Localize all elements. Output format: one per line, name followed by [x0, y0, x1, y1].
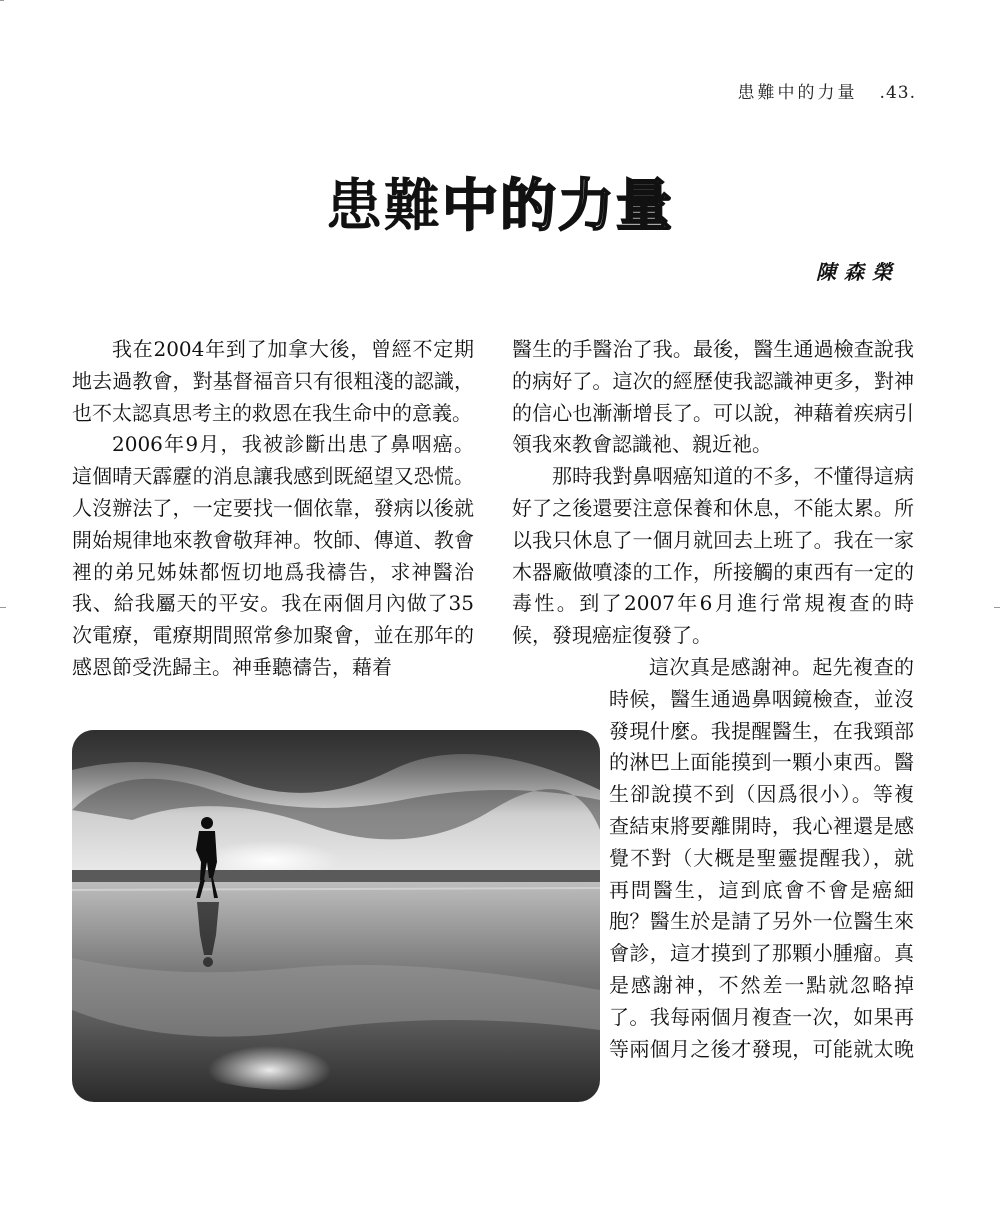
paragraph-4: 這次真是感謝神。起先複查的時候，醫生通過鼻咽鏡檢查，並沒發現什麼。我提醒醫生，在我頸部的淋巴上面能摸到一顆小東西。醫生卻說摸不到（因爲很小）。等複查結束將要離開時，我心裡還是感覺不對（大概是聖靈提醒我），就再問醫生，這到底會不會是癌細胞？醫生於是請了另外一位醫生來會診，這才摸到了那顆小腫瘤。真是感謝神，不然差一點就忽略掉了。我每兩個月複查一次，如果再等兩個月之後才發現，可能就太晚 — [609, 654, 914, 1061]
crop-mark-mid-right — [994, 607, 1000, 608]
paragraph-2: 2006年9月，我被診斷出患了鼻咽癌。這個晴天霹靂的消息讓我感到既絕望又恐慌。人沒辦法了，一定要找一個依靠，發病以後就開始規律地來教會敬拜神。牧師、傳道、教會裡的弟兄姊妹都恆切地爲我禱告，求神醫治我、給我屬天的平安。我在兩個月內做了35次電療，電療期間照常參加聚會，並在那年的感恩節受洗歸主。神垂聽禱告，藉着 — [72, 432, 474, 679]
beach-photo — [72, 730, 600, 1102]
title-outline-part: 中的力量 — [442, 174, 674, 239]
author-name: 陳森榮 — [816, 260, 900, 284]
beach-photo-illustration — [72, 730, 600, 1102]
paragraph-3: 那時我對鼻咽癌知道的不多，不懂得這病好了之後還要注意保養和休息，不能太累。所以我只休息了一個月就回去上班了。我在一家木器廠做噴漆的工作，所接觸的東西有一定的毒性。到了2007年6月進行常規複查的時候，發現癌症復發了。 — [512, 464, 914, 648]
page-number: .43. — [879, 83, 916, 103]
article-title — [0, 172, 1000, 242]
crop-mark-mid-left — [0, 607, 6, 608]
crop-mark-top-left — [0, 0, 4, 1]
title-solid-part: 患難 — [326, 174, 442, 239]
paragraph-1: 我在2004年到了加拿大後，曾經不定期地去過教會，對基督福音只有很粗淺的認識，也不太認真思考主的救恩在我生命中的意義。 — [72, 337, 474, 425]
paragraph-2-continued: 醫生的手醫治了我。最後，醫生通過檢查說我的病好了。這次的經歷使我認識神更多，對神的信心也漸漸增長了。可以說，神藉着疾病引領我來教會認識祂、親近祂。 — [512, 337, 914, 457]
left-column — [72, 334, 474, 714]
running-title: 患難中的力量 — [737, 83, 858, 103]
running-header — [738, 78, 916, 103]
